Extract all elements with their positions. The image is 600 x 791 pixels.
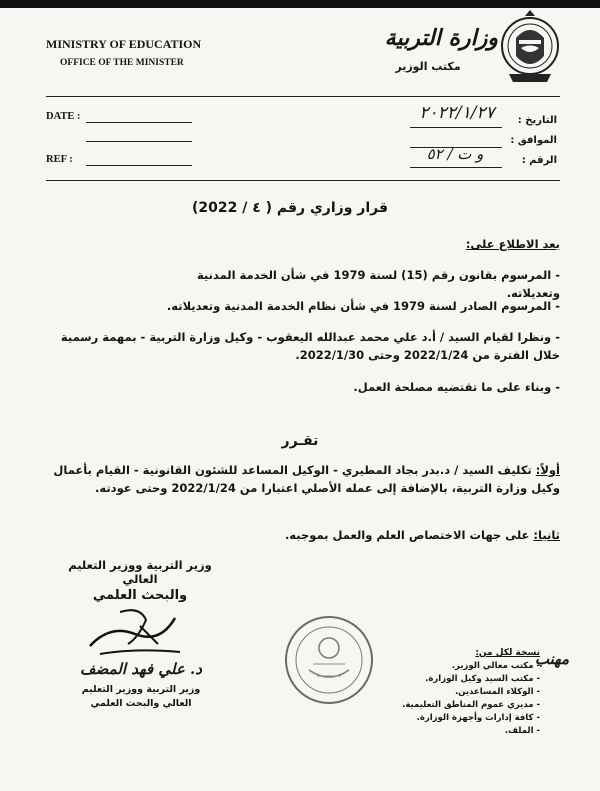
copies-item: - الملف. [504, 726, 540, 736]
clause-second-text: على جهات الاختصاص العلم والعمل بموجبه. [284, 528, 530, 542]
ministry-name-en: MINISTRY OF EDUCATION [46, 37, 202, 51]
decision-title: قرار وزاري رقم ( ٤ / 2022) [191, 200, 389, 216]
clause-first-label: أولاً: [535, 463, 560, 477]
decision-item: - المرسوم بقانون رقم (15) لسنة 1979 في شأن الخدمة المدنية وتعديلاته. [196, 268, 560, 300]
number-value: و ت / ٥٢ [426, 145, 484, 163]
clause-first [50, 461, 560, 497]
stamp-line1: وزير التربية ووزير التعليم [81, 684, 201, 695]
number-label-ar: الرقم : [521, 155, 557, 166]
ref-label: REF : [46, 154, 73, 165]
copies-item: - الوكلاء المساعدين. [454, 687, 540, 697]
minister-title-line2: والبحث العلمي [92, 588, 188, 603]
copies-heading: نسخة لكل من: [475, 648, 540, 658]
decision-intro: بعد الاطلاع على: [465, 237, 560, 251]
clause-first-text: تكليف السيد / د.بدر بجاد المطيري - الوكيل المساعد للشئون القانونية - القيام بأعمال وكيل وزارة التربية، بالإضافة إلى عمله الأصلي اعتبارا من 2022/1/24 وحتى عودته. [53, 463, 560, 495]
header-separator-bottom [46, 180, 560, 181]
signature-icon [80, 604, 190, 662]
date-line-ar [410, 127, 502, 128]
copies-item: - مكتب معالي الوزير. [451, 661, 540, 671]
clause-second [200, 526, 560, 544]
ministry-name-ar: وزارة التربية [384, 26, 498, 51]
decision-item: - وبناء على ما تقتضيه مصلحة العمل. [353, 380, 560, 394]
official-seal-icon [283, 614, 375, 706]
kuwait-emblem-icon [499, 10, 561, 86]
ref-line [86, 165, 192, 166]
date-line [86, 122, 192, 123]
office-name-en: OFFICE OF THE MINISTER [60, 58, 184, 68]
copies-item: - مكتب السيد وكيل الوزارة. [425, 674, 540, 684]
office-name-ar: مكتب الوزير [395, 60, 461, 73]
decides-heading: تقـرر [281, 433, 319, 449]
clause-second-label: ثانيا: [533, 528, 560, 542]
initials: مهنب [534, 650, 570, 668]
date-value: ٢٠٢٢/١/٢٧ [419, 103, 495, 123]
copies-item: - مديري عموم المناطق التعليمية. [402, 700, 540, 710]
stamp-line2: العالي والبحث العلمي [90, 698, 192, 709]
minister-name: د. علي فهد المضف [80, 660, 202, 678]
number-line-ar [410, 167, 502, 168]
date-label-ar: التاريخ : [517, 115, 557, 126]
decision-item: - المرسوم الصادر لسنة 1979 في شأن نظام الخدمة المدنية وتعديلاته. [166, 299, 560, 313]
top-border [0, 0, 600, 8]
corresponding-line [86, 141, 192, 142]
decision-item: - ونظرا لقيام السيد / أ.د علي محمد عبدالله اليعقوب - وكيل وزارة التربية - بمهمة رسمية خلال الفترة من 2022/1/24 وحتى 2022/1/30. [60, 330, 560, 362]
minister-title-line1: وزير التربية ووزير التعليم العالي [68, 558, 212, 586]
copies-item: - كافة إدارات وأجهزة الوزارة. [416, 713, 540, 723]
date-label: DATE : [46, 111, 81, 122]
header-separator-top [46, 96, 560, 97]
corresponding-label-ar: الموافق : [510, 135, 557, 146]
